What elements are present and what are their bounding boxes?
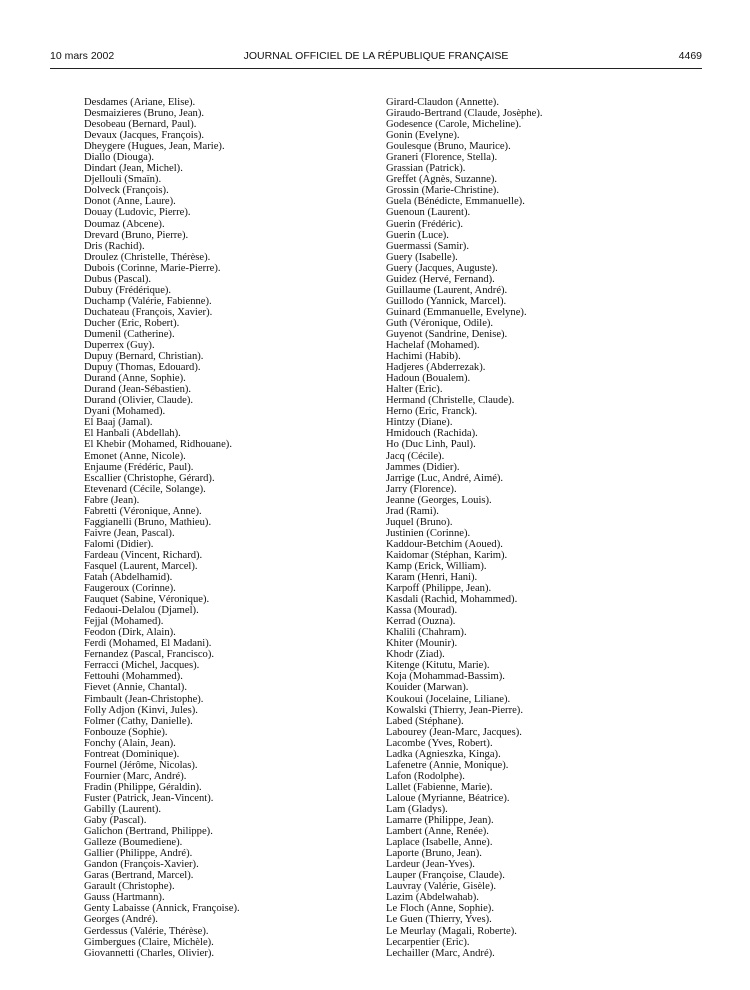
name-entry: Goulesque (Bruno, Maurice). — [386, 141, 511, 153]
name-entry: El Baaj (Jamal). — [84, 417, 153, 429]
name-entry: Laporte (Bruno, Jean). — [386, 848, 482, 860]
name-entry: Guidez (Hervé, Fernand). — [386, 273, 495, 285]
name-entry: Graneri (Florence, Stella). — [386, 152, 498, 164]
name-entry: Karpoff (Philippe, Jean). — [386, 583, 492, 595]
name-entry: Desobeau (Bernard, Paul). — [84, 119, 197, 131]
name-entry: Fournel (Jérôme, Nicolas). — [84, 759, 198, 771]
name-entry: Lazim (Abdelwahab). — [386, 892, 479, 904]
name-entry: Guery (Jacques, Auguste). — [386, 262, 498, 274]
name-entry: Lambert (Anne, Renée). — [386, 826, 489, 838]
name-entry: Fatah (Abdelhamid). — [84, 572, 173, 584]
name-entry: Ho (Duc Linh, Paul). — [386, 439, 476, 451]
name-entry: El Khebir (Mohamed, Ridhouane). — [84, 439, 232, 451]
name-entry: Guth (Véronique, Odile). — [386, 317, 494, 329]
name-entry: Greffet (Agnès, Suzanne). — [386, 174, 497, 186]
name-entry: Dris (Rachid). — [84, 240, 145, 252]
name-entry: Georges (André). — [84, 914, 158, 926]
name-entry: Fournier (Marc, André). — [84, 770, 187, 782]
name-entry: Le Floch (Anne, Sophie). — [386, 903, 494, 915]
name-entry: Dubois (Corinne, Marie-Pierre). — [84, 262, 221, 274]
name-entry: Justinien (Corinne). — [386, 527, 471, 539]
name-entry: Koukoui (Jocelaine, Liliane). — [386, 693, 511, 705]
name-entry: Fardeau (Vincent, Richard). — [84, 549, 203, 561]
name-entry: Galichon (Bertrand, Philippe). — [84, 826, 213, 838]
name-entry: Devaux (Jacques, François). — [84, 130, 205, 142]
name-entry: Jarry (Florence). — [386, 483, 457, 495]
name-entry: Hachelaf (Mohamed). — [386, 340, 480, 352]
name-entry: Durand (Anne, Sophie). — [84, 373, 186, 385]
name-entry: Dupuy (Thomas, Edouard). — [84, 362, 201, 374]
journal-title: JOURNAL OFFICIEL DE LA RÉPUBLIQUE FRANÇAISE — [243, 50, 509, 62]
name-entry: Fejjal (Mohamed). — [84, 616, 164, 628]
name-entry: Guermassi (Samir). — [386, 240, 469, 252]
name-entry: Ferdi (Mohamed, El Madani). — [84, 638, 212, 650]
name-entry: Le Meurlay (Magali, Roberte). — [386, 925, 517, 937]
name-entry: Dubus (Pascal). — [84, 273, 152, 285]
name-entry: Faivre (Jean, Pascal). — [84, 527, 175, 539]
name-entry: Girard-Claudon (Annette). — [386, 97, 499, 108]
name-entry: Labed (Stéphane). — [386, 715, 464, 727]
name-entry: Garault (Christophe). — [84, 881, 175, 893]
name-entry: Grassian (Patrick). — [386, 163, 466, 175]
name-entry: Le Guen (Thierry, Yves). — [386, 914, 492, 926]
name-entry: Guinard (Emmanuelle, Evelyne). — [386, 306, 527, 318]
name-entry: Fimbault (Jean-Christophe). — [84, 693, 204, 705]
name-entry: Kamp (Erick, William). — [386, 560, 487, 572]
name-entry: Lacombe (Yves, Robert). — [386, 737, 493, 749]
name-entry: Kaidomar (Stéphan, Karim). — [386, 549, 508, 561]
name-entry: Fradin (Philippe, Géraldin). — [84, 781, 202, 793]
name-entry: Ducher (Eric, Robert). — [84, 317, 180, 329]
name-list-left-column — [84, 97, 364, 959]
name-entry: Falomi (Didier). — [84, 538, 154, 550]
name-entry: Hmidouch (Rachida). — [386, 428, 478, 440]
name-entry: Fauquet (Sabine, Véronique). — [84, 594, 210, 606]
name-entry: Karam (Henri, Hani). — [386, 572, 478, 584]
name-entry: Guenoun (Laurent). — [386, 207, 471, 219]
name-entry: Gabilly (Laurent). — [84, 804, 162, 815]
name-entry: Donot (Anne, Laure). — [84, 196, 176, 208]
name-entry: Guillodo (Yannick, Marcel). — [386, 295, 507, 307]
name-entry: Feodon (Dirk, Alain). — [84, 627, 176, 639]
name-entry: Durand (Jean-Sébastien). — [84, 384, 192, 396]
name-entry: Gimbergues (Claire, Michèle). — [84, 936, 214, 948]
name-entry: Guerin (Frédéric). — [386, 218, 464, 230]
name-entry: Fedaoui-Delalou (Djamel). — [84, 605, 199, 617]
name-entry: Galleze (Boumediene). — [84, 837, 183, 849]
name-entry: Faugeroux (Corinne). — [84, 583, 176, 595]
name-entry: Guillaume (Laurent, André). — [386, 284, 508, 296]
name-entry: Kaddour-Betchim (Aoued). — [386, 538, 503, 550]
name-entry: Folmer (Cathy, Danielle). — [84, 715, 193, 727]
name-entry: Faggianelli (Bruno, Mathieu). — [84, 516, 212, 528]
name-entry: Doumaz (Abcene). — [84, 218, 165, 230]
name-entry: Guyenot (Sandrine, Denise). — [386, 328, 508, 340]
name-entry: Guery (Isabelle). — [386, 251, 458, 263]
name-entry: Gaby (Pascal). — [84, 815, 147, 827]
name-entry: Dheygere (Hugues, Jean, Marie). — [84, 141, 225, 153]
name-entry: Hermand (Christelle, Claude). — [386, 395, 515, 407]
name-entry: Khalili (Chahram). — [386, 627, 467, 639]
name-entry: Kerrad (Ouzna). — [386, 616, 456, 628]
name-entry: Kouider (Marwan). — [386, 682, 469, 694]
name-entry: Giraudo-Bertrand (Claude, Josèphe). — [386, 108, 543, 120]
name-entry: Gonin (Evelyne). — [386, 130, 460, 142]
name-entry: Dupuy (Bernard, Christian). — [84, 351, 204, 363]
name-entry: Lamarre (Philippe, Jean). — [386, 815, 494, 827]
name-entry: Giovannetti (Charles, Olivier). — [84, 947, 215, 959]
name-entry: Etevenard (Cécile, Solange). — [84, 483, 206, 495]
name-entry: Lam (Gladys). — [386, 804, 448, 815]
name-entry: Emonet (Anne, Nicole). — [84, 450, 186, 462]
name-entry: Juquel (Bruno). — [386, 516, 453, 528]
name-entry: Jammes (Didier). — [386, 461, 460, 473]
name-entry: Fontreat (Dominique). — [84, 748, 180, 760]
name-entry: Khiter (Mounir). — [386, 638, 458, 650]
name-entry: Kassa (Mourad). — [386, 605, 458, 617]
name-entry: Ladka (Agnieszka, Kinga). — [386, 748, 501, 760]
name-entry: Halter (Eric). — [386, 384, 443, 396]
name-entry: Laplace (Isabelle, Anne). — [386, 837, 493, 849]
name-entry: Ferracci (Michel, Jacques). — [84, 660, 200, 672]
name-entry: Fuster (Patrick, Jean-Vincent). — [84, 792, 214, 804]
name-entry: Godesence (Carole, Micheline). — [386, 119, 522, 131]
name-entry: Dindart (Jean, Michel). — [84, 163, 183, 175]
name-entry: Lechailler (Marc, André). — [386, 947, 495, 959]
name-entry: Drevard (Bruno, Pierre). — [84, 229, 189, 241]
name-entry: Douay (Ludovic, Pierre). — [84, 207, 191, 219]
name-entry: Gerdessus (Valérie, Thérèse). — [84, 925, 209, 937]
name-entry: Guerin (Luce). — [386, 229, 449, 241]
name-entry: Hachimi (Habib). — [386, 351, 461, 363]
name-entry: Fonchy (Alain, Jean). — [84, 737, 176, 749]
name-entry: Khodr (Ziad). — [386, 649, 445, 661]
name-entry: Lauvray (Valérie, Gisèle). — [386, 881, 497, 893]
name-entry: Fettouhi (Mohammed). — [84, 671, 183, 683]
name-entry: Herno (Eric, Franck). — [386, 406, 478, 418]
name-entry: Fasquel (Laurent, Marcel). — [84, 560, 198, 572]
name-entry: Fonbouze (Sophie). — [84, 726, 168, 738]
name-entry: Guela (Bénédicte, Emmanuelle). — [386, 196, 525, 208]
name-entry: Droulez (Christelle, Thérèse). — [84, 251, 211, 263]
name-entry: Lecarpentier (Eric). — [386, 936, 470, 948]
name-list-right-column — [386, 97, 686, 959]
name-entry: Desdames (Ariane, Elise). — [84, 97, 196, 108]
name-entry: Gallier (Philippe, André). — [84, 848, 193, 860]
name-entry: Kowalski (Thierry, Jean-Pierre). — [386, 704, 523, 716]
name-entry: Gandon (François-Xavier). — [84, 859, 199, 871]
name-entry: Dyani (Mohamed). — [84, 406, 166, 418]
name-entry: Durand (Olivier, Claude). — [84, 395, 194, 407]
name-entry: Hintzy (Diane). — [386, 417, 453, 429]
name-entry: Labourey (Jean-Marc, Jacques). — [386, 726, 522, 738]
name-entry: Hadjeres (Abderrezak). — [386, 362, 486, 374]
name-entry: Jacq (Cécile). — [386, 450, 445, 462]
name-entry: Duchateau (François, Xavier). — [84, 306, 213, 318]
name-entry: Garas (Bertrand, Marcel). — [84, 870, 194, 882]
name-entry: Lauper (Françoise, Claude). — [386, 870, 505, 882]
name-entry: Koja (Mohammad-Bassim). — [386, 671, 505, 683]
page-header — [50, 50, 702, 66]
name-entry: Fabre (Jean). — [84, 494, 140, 506]
name-entry: Jeanne (Georges, Louis). — [386, 494, 492, 506]
name-entry: Jrad (Rami). — [386, 505, 439, 517]
name-entry: Dubuy (Frédérique). — [84, 284, 172, 296]
name-entry: Duchamp (Valérie, Fabienne). — [84, 295, 212, 307]
name-entry: Hadoun (Boualem). — [386, 373, 471, 385]
page-number: 4469 — [678, 50, 702, 62]
issue-date: 10 mars 2002 — [50, 50, 115, 62]
name-entry: Kitenge (Kitutu, Marie). — [386, 660, 490, 672]
name-entry: Duperrex (Guy). — [84, 340, 155, 352]
name-entry: Dumenil (Catherine). — [84, 328, 175, 340]
name-entry: Djellouli (Smaïn). — [84, 174, 162, 186]
name-entry: Fabretti (Véronique, Anne). — [84, 505, 202, 517]
name-entry: Lafon (Rodolphe). — [386, 770, 465, 782]
name-entry: Enjaume (Frédéric, Paul). — [84, 461, 194, 473]
name-entry: Fievet (Annie, Chantal). — [84, 682, 187, 694]
name-entry: Laloue (Myrianne, Béatrice). — [386, 792, 510, 804]
name-entry: Folly Adjon (Kinvi, Jules). — [84, 704, 198, 716]
name-entry: Lardeur (Jean-Yves). — [386, 859, 475, 871]
name-entry: El Hanbali (Abdellah). — [84, 428, 181, 440]
name-entry: Genty Labaisse (Annick, Françoise). — [84, 903, 240, 915]
name-entry: Grossin (Marie-Christine). — [386, 185, 499, 197]
name-entry: Escallier (Christophe, Gérard). — [84, 472, 215, 484]
name-entry: Kasdali (Rachid, Mohammed). — [386, 594, 518, 606]
name-entry: Lallet (Fabienne, Marie). — [386, 781, 493, 793]
name-entry: Gauss (Hartmann). — [84, 892, 165, 904]
header-rule — [50, 68, 702, 69]
name-entry: Dolveck (François). — [84, 185, 169, 197]
name-entry: Lafenetre (Annie, Monique). — [386, 759, 509, 771]
name-entry: Desmaizieres (Bruno, Jean). — [84, 108, 205, 120]
name-entry: Fernandez (Pascal, Francisco). — [84, 649, 215, 661]
name-entry: Diallo (Diouga). — [84, 152, 155, 164]
name-entry: Jarrige (Luc, André, Aimé). — [386, 472, 504, 484]
